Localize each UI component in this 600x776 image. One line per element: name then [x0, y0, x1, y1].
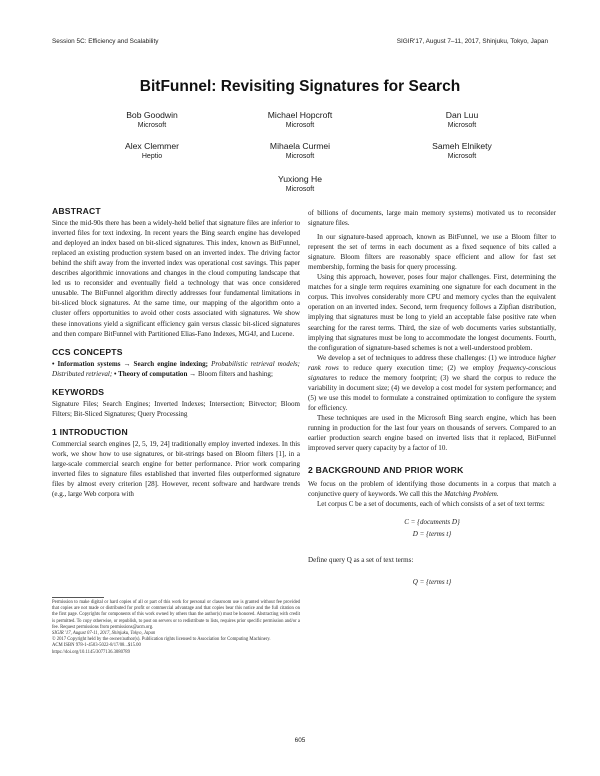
paragraph	[308, 353, 556, 413]
paragraph: These techniques are used in the Microsoft Bing search engine, which has been running in production for the last four years on thousands of servers. Compared to an earlier production search engine based on inverted lists that it replaced, BitFunnel improved server query capacity by a factor of 10.	[308, 413, 556, 453]
ccs-term: Probabilistic retrieval models; Distributed retrieval;	[52, 359, 300, 378]
author-name: Bob Goodwin	[126, 110, 178, 120]
author-name: Mihaela Curmei	[269, 141, 331, 151]
paragraph: In our signature-based approach, known as BitFunnel, we use a Bloom filter to represent the set of terms in each document as a fixed sequence of bits called a signature. Bloom filters are reasonably space efficient and allow for fast set membership, forming the basis for query processing.	[308, 233, 556, 272]
paragraph: Using this approach, however, poses four major challenges. First, determining the matches for a single term requires examining one signature for each document in the corpus. This involves considerably more CPU and memory cycles than the equivalent operation on an inverted index. Second, term frequency follows a Zipfian distribution, implying that signatures must be long to yield an acceptable false positive rate when searching for the rarest terms. Third, the size of web documents varies substantially, implying that signatures must be long to accommodate the longest documents. Fourth, the configuration of signature-based schemes is not a well-understood problem.	[308, 273, 556, 352]
text-run: We develop a set of techniques to address these challenges: (1) we introduce	[317, 353, 538, 362]
paragraph: Let corpus C be a set of documents, each of which consists of a set of text terms:	[317, 500, 545, 509]
doi-link[interactable]: https://doi.org/10.1145/3077136.3080789	[52, 649, 130, 655]
venue-note: SIGIR '17, August 07-11, 2017, Shinjuku, Tokyo, Japan	[52, 631, 156, 637]
paper-title: BitFunnel: Revisiting Signatures for Search	[139, 78, 461, 95]
abstract-text: Since the mid-90s there has been a widely-held belief that signature files are inferior to inverted files for text indexing. In recent years the Bing search engine has developed and deployed an index based on bit-sliced signatures. This index, known as BitFunnel, replaced an existing production system based on an inverted index. The driving factor behind the shift away from the inverted index was operational cost savings. This paper describes algorithmic innovations and changes in the cloud computing landscape that led us to reconsider and eventually field a technology that was once considered unusable. The BitFunnel algorithm directly addresses four fundamental limitations in bit-sliced block signatures. At the same time, our mapping of the algorithm onto a cluster offers opportunities to avoid other costs associated with signatures. We show these innovations yield a significant efficiency gain versus classic bit-sliced signatures and then compare BitFunnel with Partitioned Elias-Fano Indexes, MG4J, and Lucene.	[52, 219, 300, 338]
author-name: Dan Luu	[445, 110, 479, 120]
emphasis: higher rank rows	[308, 353, 556, 372]
paragraph: of billions of documents, large main memory systems) motivated us to reconsider signature files.	[308, 209, 556, 228]
keywords-heading: KEYWORDS	[52, 386, 105, 397]
running-header-right: SIGIR'17, August 7–11, 2017, Shinjuku, Tokyo, Japan	[396, 38, 548, 45]
paragraph: Define query Q as a set of text terms:	[308, 556, 414, 565]
author-block	[230, 174, 370, 195]
author-affiliation: Microsoft	[285, 122, 315, 129]
author-affiliation: Microsoft	[447, 153, 477, 160]
equation: C = {documents D}	[404, 518, 460, 527]
author-block	[82, 141, 222, 162]
author-affiliation: Heptio	[141, 153, 163, 160]
author-affiliation: Microsoft	[137, 122, 167, 129]
intro-heading: 1 INTRODUCTION	[52, 426, 128, 437]
copyright-note: © 2017 Copyright held by the owner/author(s). Publication rights licensed to Association for Computing Machinery.	[52, 637, 271, 643]
text-run: to reduce the memory footprint; (3) we shard the corpus to reduce the variability in document size; (4) we develop a cost model for system performance; and (5) we use this model to formulate a constrained optimization to configure the system for efficiency.	[308, 373, 556, 412]
left-column	[52, 206, 300, 499]
author-name: Sameh Elnikety	[432, 141, 492, 151]
text-run: We focus on the problem of identifying those documents in a corpus that match a conjunctive query of keywords. We call this the	[308, 480, 556, 499]
author-affiliation: Microsoft	[285, 153, 315, 160]
text-run: to reduce query execution time; (2) we employ	[338, 363, 499, 372]
paragraph	[308, 479, 556, 499]
isbn-note: ACM ISBN 978-1-4503-5022-8/17/08...$15.00	[52, 643, 141, 649]
author-name: Yuxiong He	[278, 174, 322, 184]
author-block	[230, 141, 370, 162]
author-block	[392, 141, 532, 162]
ccs-term: → Bloom filters and hashing;	[187, 369, 273, 378]
equation: Q = {terms t}	[412, 578, 452, 587]
author-name: Alex Clemmer	[125, 141, 179, 151]
emphasis: frequency-conscious signatures	[308, 363, 556, 382]
ccs-term: • Information systems → Search engine indexing;	[52, 359, 209, 368]
running-header-left: Session 5C: Efficiency and Scalability	[52, 38, 159, 45]
author-block	[82, 110, 222, 131]
keywords-text: Signature Files; Search Engines; Inverted Indexes; Intersection; Bitvector; Bloom Filters; Bit-Sliced Signatures; Query Processing	[52, 399, 300, 418]
author-affiliation: Microsoft	[285, 186, 315, 193]
intro-text: Commercial search engines [2, 5, 19, 24] traditionally employ inverted indexes. In this work, we show how to use signatures, or bit-strings based on Bloom filters [1], in a large-scale commercial search engine for better performance. Prior work comparing inverted files to signature files established that inverted files outperformed signature files by almost every criterion [28]. However, recent software and hardware trends (e.g., large Web corpora with	[52, 439, 300, 499]
ccs-heading: CCS CONCEPTS	[52, 346, 123, 357]
section2-heading: 2 BACKGROUND AND PRIOR WORK	[308, 465, 464, 476]
footnote-rule	[52, 597, 104, 598]
footnote	[52, 600, 300, 656]
author-affiliation: Microsoft	[447, 122, 477, 129]
author-name: Michael Hopcroft	[267, 110, 333, 120]
right-column	[308, 208, 556, 588]
permission-notice: Permission to make digital or hard copies of all or part of this work for personal or classroom use is granted without fee provided that copies are not made or distributed for profit or commercial advantage and that copies bear this notice and the full citation on the first page. Copyrights for components of this work owned by others than the author(s) must be honored. Abstracting with credit is permitted. To copy otherwise, or republish, to post on servers or to redistribute to lists, requires prior specific permission and/or a fee. Request permissions from permissions@acm.org.	[52, 600, 300, 630]
emphasis: Matching Problem.	[444, 490, 499, 499]
abstract-heading: ABSTRACT	[52, 206, 101, 216]
author-block	[230, 110, 370, 131]
equation: D = {terms t}	[412, 530, 452, 539]
author-block	[392, 110, 532, 131]
page-number: 605	[294, 737, 306, 744]
ccs-term: • Theory of computation	[112, 369, 188, 378]
ccs-text	[52, 359, 300, 379]
